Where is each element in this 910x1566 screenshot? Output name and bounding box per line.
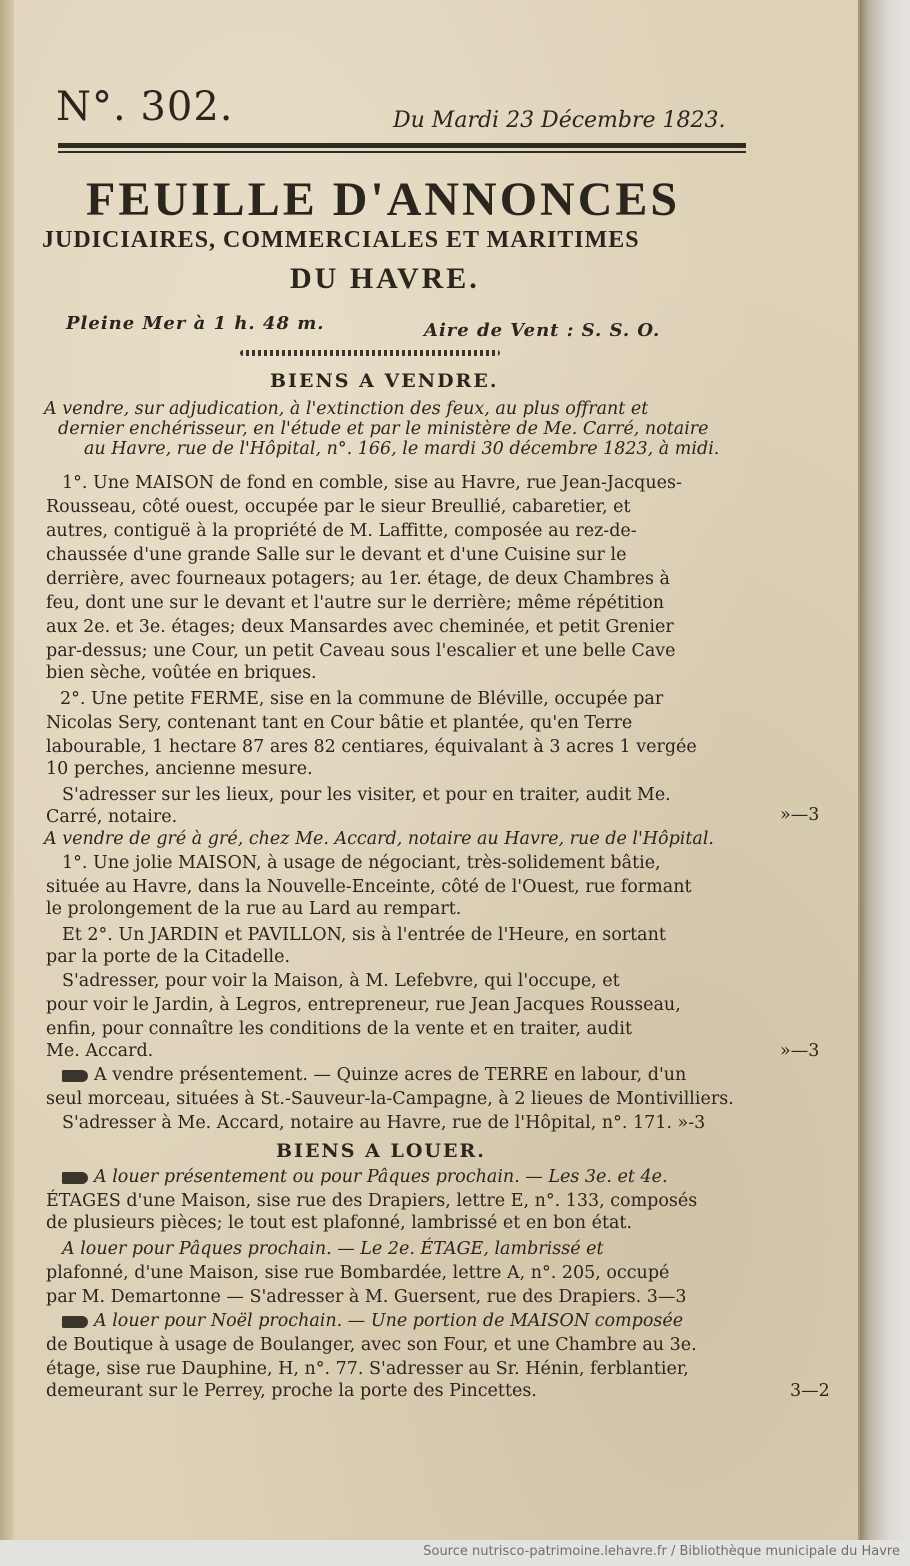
text-line: 10 perches, ancienne mesure.: [46, 759, 313, 779]
text-line-content: A louer pour Noël prochain. — Une portion de MAISON composée: [94, 1311, 684, 1331]
section-heading-biens-a-vendre: BIENS A VENDRE.: [270, 370, 499, 392]
page-binding-edge: [0, 0, 14, 1540]
text-line: S'adresser à Me. Accard, notaire au Havre, rue de l'Hôpital, n°. 171. »-3: [62, 1113, 706, 1133]
page-shadow: [859, 0, 910, 1540]
text-line: chaussée d'une grande Salle sur le devant et d'une Cuisine sur le: [46, 545, 627, 565]
text-line: de Boutique à usage de Boulanger, avec son Four, et une Chambre au 3e.: [46, 1335, 697, 1355]
pointing-hand-icon: [62, 1070, 88, 1082]
text-line: pour voir le Jardin, à Legros, entrepreneur, rue Jean Jacques Rousseau,: [46, 995, 681, 1015]
text-line: par la porte de la Citadelle.: [46, 947, 291, 967]
text-line: 2°. Une petite FERME, sise en la commune de Bléville, occupée par: [60, 689, 664, 709]
text-line: autres, contiguë à la propriété de M. Laffitte, composée au rez-de-: [46, 521, 637, 541]
tide-info: Pleine Mer à 1 h. 48 m.: [66, 313, 325, 334]
text-line: aux 2e. et 3e. étages; deux Mansardes avec cheminée, et petit Grenier: [46, 617, 674, 637]
ornamental-divider: [240, 350, 500, 356]
text-line: Rousseau, côté ouest, occupée par le sieur Breullié, cabaretier, et: [46, 497, 631, 517]
text-line: A vendre de gré à gré, chez Me. Accard, notaire au Havre, rue de l'Hôpital.: [44, 829, 714, 849]
section-heading-biens-a-louer: BIENS A LOUER.: [276, 1140, 486, 1162]
text-line: étage, sise rue Dauphine, H, n°. 77. S'adresser au Sr. Hénin, ferblantier,: [46, 1359, 689, 1379]
text-line: située au Havre, dans la Nouvelle-Enceinte, côté de l'Ouest, rue formant: [46, 877, 692, 897]
text-line: S'adresser sur les lieux, pour les visiter, et pour en traiter, audit Me.: [62, 785, 671, 805]
text-line: enfin, pour connaître les conditions de la vente et en traiter, audit: [46, 1019, 632, 1039]
masthead-title: FEUILLE D'ANNONCES: [86, 173, 681, 226]
text-line: demeurant sur le Perrey, proche la porte des Pincettes.: [46, 1381, 537, 1401]
issue-date: Du Mardi 23 Décembre 1823.: [393, 108, 726, 133]
text-line: Carré, notaire.: [46, 807, 178, 827]
text-line: plafonné, d'une Maison, sise rue Bombardée, lettre A, n°. 205, occupé: [46, 1263, 670, 1283]
text-line: feu, dont une sur le devant et l'autre sur le derrière; même répétition: [46, 593, 665, 613]
text-line: ÉTAGES d'une Maison, sise rue des Drapiers, lettre E, n°. 133, composés: [46, 1191, 698, 1211]
header-rule-thick: [58, 143, 746, 148]
text-line: par-dessus; une Cour, un petit Caveau sous l'escalier et une belle Cave: [46, 641, 676, 661]
text-line: dernier enchérisseur, en l'étude et par le ministère de Me. Carré, notaire: [58, 419, 709, 439]
text-line: [62, 1166, 668, 1188]
text-line: 1°. Une MAISON de fond en comble, sise au Havre, rue Jean-Jacques-: [62, 473, 682, 493]
issue-number: N°. 302.: [56, 84, 234, 130]
text-line: derrière, avec fourneaux potagers; au 1er. étage, de deux Chambres à: [46, 569, 670, 589]
text-line: [62, 1064, 686, 1086]
text-line: seul morceau, situées à St.-Sauveur-la-Campagne, à 2 lieues de Montivilliers.: [46, 1089, 734, 1109]
text-line: 1°. Une jolie MAISON, à usage de négociant, très-solidement bâtie,: [62, 853, 661, 873]
text-line-content: A louer présentement ou pour Pâques prochain. — Les 3e. et 4e.: [94, 1167, 668, 1187]
pointing-hand-icon: [62, 1172, 88, 1184]
insertion-count: 3—2: [790, 1381, 830, 1401]
text-line: Me. Accard.: [46, 1041, 154, 1061]
pointing-hand-icon: [62, 1316, 88, 1328]
text-line: au Havre, rue de l'Hôpital, n°. 166, le mardi 30 décembre 1823, à midi.: [84, 439, 720, 459]
masthead-city: DU HAVRE.: [290, 262, 480, 295]
text-line: Et 2°. Un JARDIN et PAVILLON, sis à l'entrée de l'Heure, en sortant: [62, 925, 666, 945]
text-line-content: A vendre présentement. — Quinze acres de TERRE en labour, d'un: [94, 1065, 687, 1085]
text-line: labourable, 1 hectare 87 ares 82 centiares, équivalant à 3 acres 1 vergée: [46, 737, 697, 757]
masthead-subtitle: JUDICIAIRES, COMMERCIALES ET MARITIMES: [42, 227, 640, 253]
text-line: S'adresser, pour voir la Maison, à M. Lefebvre, qui l'occupe, et: [62, 971, 620, 991]
wind-info: Aire de Vent : S. S. O.: [424, 320, 661, 341]
text-line: [62, 1310, 683, 1332]
header-rule-thin: [58, 151, 746, 153]
text-line: par M. Demartonne — S'adresser à M. Guersent, rue des Drapiers. 3—3: [46, 1287, 687, 1307]
text-line: de plusieurs pièces; le tout est plafonné, lambrissé et en bon état.: [46, 1213, 633, 1233]
source-credit: Source nutrisco-patrimoine.lehavre.fr / Bibliothèque municipale du Havre: [423, 1544, 900, 1559]
insertion-count: »—3: [780, 1041, 820, 1061]
text-line: le prolongement de la rue au Lard au rempart.: [46, 899, 462, 919]
text-line: bien sèche, voûtée en briques.: [46, 663, 317, 683]
insertion-count: »—3: [780, 805, 820, 825]
text-line: Nicolas Sery, contenant tant en Cour bâtie et plantée, qu'en Terre: [46, 713, 633, 733]
text-line: A louer pour Pâques prochain. — Le 2e. ÉTAGE, lambrissé et: [62, 1239, 604, 1259]
text-line: A vendre, sur adjudication, à l'extinction des feux, au plus offrant et: [44, 399, 649, 419]
